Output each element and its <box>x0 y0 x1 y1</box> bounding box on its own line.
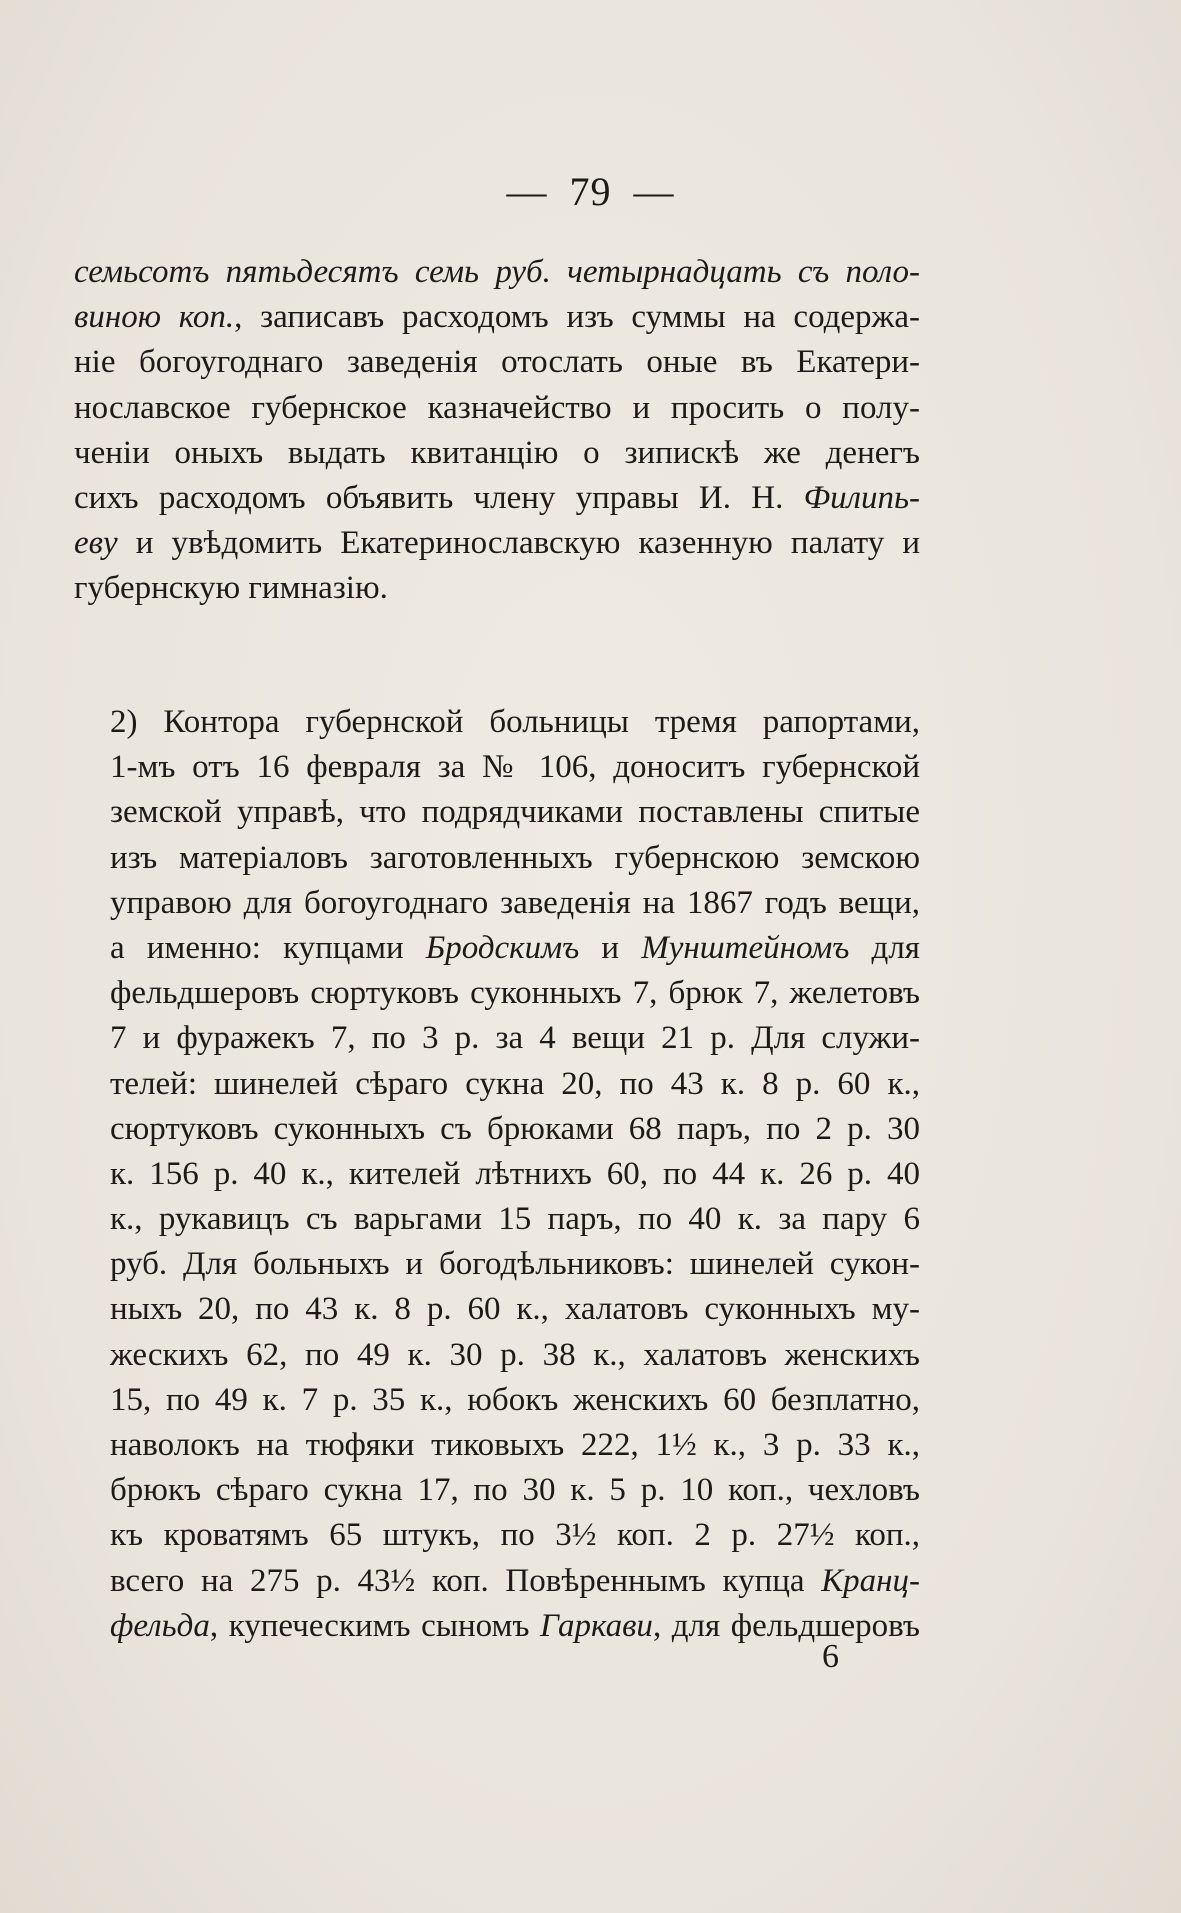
text-line <box>74 1423 920 1468</box>
text-segment: и <box>579 929 642 966</box>
text-segment: фельдшеровъ сюртуковъ суконныхъ 7, брюк 7, желетовъ <box>110 975 920 1012</box>
text-segment: управою для богоугоднаго заведенія на 1867 годъ вещи, <box>110 884 920 921</box>
text-segment: , записавъ расходомъ изъ суммы на содержа- <box>234 299 920 336</box>
text-line <box>74 340 920 385</box>
text-segment: 15, по 49 к. 7 р. 35 к., юбокъ женскихъ 60 безплатно, <box>110 1381 920 1418</box>
text-line <box>74 1016 920 1061</box>
text-segment: ченіи оныхъ выдать квитанцію о зипискѣ же денегъ <box>74 434 920 471</box>
text-segment: 2) Контора губернской больницы тремя рапортами, <box>110 704 920 740</box>
text-segment: изъ матеріаловъ заготовленныхъ губернскою земскою <box>110 839 920 876</box>
text-segment: 7 и фуражекъ 7, по 3 р. за 4 вещи 21 р. Для служи- <box>110 1020 920 1057</box>
text-segment: жескихъ 62, по 49 к. 30 р. 38 к., халатовъ женскихъ <box>110 1336 920 1373</box>
text-segment: сюртуковъ суконныхъ съ брюками 68 паръ, по 2 р. 30 <box>110 1110 920 1147</box>
text-segment: для <box>849 929 920 966</box>
dash-right: — <box>633 169 675 214</box>
text-segment: къ кроватямъ 65 штукъ, по 3½ коп. 2 р. 27½ коп., <box>110 1517 920 1554</box>
text-segment: а именно: купцами <box>110 929 426 966</box>
text-line <box>74 295 920 340</box>
text-line <box>74 431 920 476</box>
page-number: 79 <box>569 169 612 214</box>
text-line <box>74 745 920 790</box>
text-segment: губернскую гимназію. <box>74 570 388 607</box>
italic-name: Кранц- <box>821 1562 920 1599</box>
dash-left: — <box>506 169 548 214</box>
text-line <box>74 926 920 971</box>
italic-name: Мунштейномъ <box>641 929 850 966</box>
text-line <box>74 790 920 835</box>
text-segment: , купеческимъ сыномъ <box>209 1607 541 1644</box>
text-line <box>74 700 920 745</box>
text-line <box>74 1559 920 1604</box>
italic-name: Филипь- <box>803 479 920 516</box>
text-line <box>74 386 920 431</box>
text-segment: , для фельдшеровъ <box>652 1607 920 1644</box>
text-segment: земской управѣ, что подрядчиками поставлены спитые <box>110 794 920 831</box>
text-segment: руб. Для больныхъ и богодѣльниковъ: шинелей сукон- <box>110 1246 920 1283</box>
italic-name: фельда <box>110 1607 210 1644</box>
text-segment: к., рукавицъ съ варьгами 15 паръ, по 40 к. за пару 6 <box>110 1201 920 1238</box>
text-line <box>74 521 920 566</box>
text-line <box>74 1287 920 1332</box>
paragraph-continuation <box>74 250 920 612</box>
text-line <box>74 1378 920 1423</box>
text-line <box>74 1604 920 1649</box>
text-segment: и увѣдомить Екатеринославскую казенную палату и <box>117 525 920 562</box>
text-segment: ніе богоугоднаго заведенія отослать оные въ Екатери- <box>74 344 920 381</box>
italic-name: еву <box>74 525 118 562</box>
italic-name: семьсотъ пятьдесятъ семь руб. четырнадцать съ поло- <box>74 254 920 290</box>
text-line <box>74 1468 920 1513</box>
text-segment: всего на 275 р. 43½ коп. Повѣреннымъ купца <box>110 1562 822 1599</box>
text-line <box>74 1242 920 1287</box>
text-line <box>74 250 920 295</box>
text-line <box>74 476 920 521</box>
text-line <box>74 1152 920 1197</box>
text-line <box>74 1513 920 1558</box>
italic-name: Гаркави <box>540 1607 653 1644</box>
paragraph-item-2 <box>74 700 920 1649</box>
text-segment: к. 156 р. 40 к., кителей лѣтнихъ 60, по 44 к. 26 р. 40 <box>110 1155 920 1192</box>
text-segment: наволокъ на тюфяки тиковыхъ 222, 1½ к., 3 р. 33 к., <box>110 1427 920 1463</box>
text-line <box>74 566 920 611</box>
text-line <box>74 836 920 881</box>
text-segment: брюкъ сѣраго сукна 17, по 30 к. 5 р. 10 коп., чехловъ <box>110 1472 920 1509</box>
text-segment: телей: шинелей сѣраго сукна 20, по 43 к. 8 р. 60 к., <box>110 1065 920 1102</box>
text-line <box>74 1062 920 1107</box>
text-segment: сихъ расходомъ объявить члену управы И. Н. <box>74 479 804 516</box>
signature-mark: 6 <box>822 1638 839 1675</box>
text-segment: нославское губернское казначейство и просить о полу- <box>74 389 920 426</box>
text-line <box>74 1107 920 1152</box>
italic-name: виною коп. <box>74 299 235 336</box>
text-line <box>74 1197 920 1242</box>
text-line <box>74 1333 920 1378</box>
text-segment: 1-мъ отъ 16 февраля за № 106, доноситъ губернской <box>110 749 920 786</box>
page-number-header <box>0 168 1181 215</box>
text-line <box>74 881 920 926</box>
text-line <box>74 971 920 1016</box>
text-segment: ныхъ 20, по 43 к. 8 р. 60 к., халатовъ суконныхъ му- <box>110 1291 920 1328</box>
italic-name: Бродскимъ <box>425 929 580 966</box>
